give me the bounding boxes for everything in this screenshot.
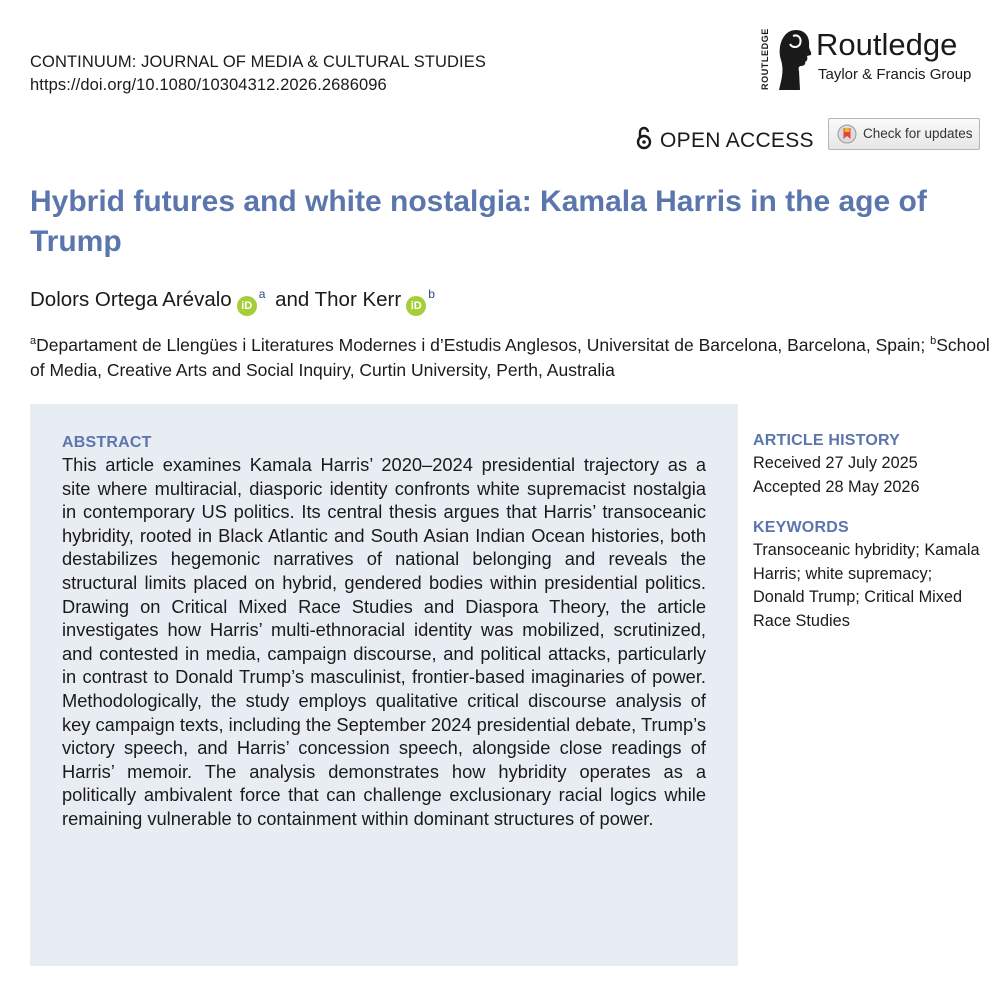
author-line bbox=[30, 280, 439, 316]
orcid-icon[interactable]: iD bbox=[237, 296, 257, 316]
open-access-text: OPEN ACCESS bbox=[660, 129, 814, 152]
keywords-block bbox=[753, 517, 993, 633]
open-lock-icon bbox=[636, 126, 652, 150]
keywords-heading: KEYWORDS bbox=[753, 519, 849, 536]
affiliations bbox=[30, 329, 990, 383]
affiliation-marker: a bbox=[258, 287, 266, 301]
publisher-group: Taylor & Francis Group bbox=[818, 66, 972, 83]
accepted-date: Accepted 28 May 2026 bbox=[753, 477, 920, 496]
author-name[interactable]: Thor Kerr bbox=[314, 288, 402, 311]
publisher-logo-block bbox=[758, 24, 988, 94]
received-date: Received 27 July 2025 bbox=[753, 454, 918, 472]
author-name[interactable]: Dolors Ortega Arévalo bbox=[30, 288, 232, 311]
affiliation-mark: b bbox=[930, 335, 937, 347]
article-history-heading: ARTICLE HISTORY bbox=[753, 432, 901, 449]
affiliation-marker: b bbox=[428, 287, 435, 301]
journal-header bbox=[30, 51, 486, 97]
keywords-text: Transoceanic hybridity; Kamala Harris; white supremacy; Donald Trump; Critical Mixed Race Studies bbox=[753, 541, 980, 630]
abstract-heading: ABSTRACT bbox=[62, 434, 152, 451]
abstract-text: This article examines Kamala Harris’ 2020–2024 presidential trajectory as a site where multiracial, diasporic identity confronts white supremacist nostalgia in contemporary US politics. Its central thesis argues that Harris’ transoceanic hybridity, rooted in Black Atlantic and South Asian Indian Ocean histories, both destabilizes hegemonic narratives of national belonging and reveals the structural limits placed on hybrid, gendered bodies within presidential politics. Drawing on Critical Mixed Race Studies and Diaspora Theory, the article investigates how Harris’ multi-ethnoracial identity was mobilized, scrutinized, and contested in media, campaign discourse, and political attacks, particularly in contrast to Donald Trump’s masculinist, frontier-based imaginaries of power. Methodologically, the study employs qualitative critical discourse analysis of key campaign texts, including the September 2024 presidential debate, Trump’s victory speech, and Harris’ concession speech, alongside close readings of Harris’ memoir. The analysis demonstrates how hybridity operates as a politically ambivalent force that can challenge exclusionary racial logics while remaining vulnerable to containment within dominant structures of power. bbox=[62, 454, 706, 829]
publisher-name: Routledge bbox=[816, 27, 958, 62]
check-for-updates-label: Check for updates bbox=[863, 126, 973, 141]
bookmark-icon bbox=[837, 124, 857, 144]
open-access-label bbox=[636, 126, 814, 154]
affiliation-text: School of Media, Creative Arts and Social Inquiry, Curtin University, Perth, Australia bbox=[30, 335, 990, 380]
affiliation-mark: a bbox=[30, 335, 37, 347]
routledge-head-logo-icon bbox=[776, 28, 814, 92]
article-sidebar bbox=[753, 430, 993, 633]
affiliation-text: Departament de Llengües i Literatures Modernes i d’Estudis Anglesos, Universitat de Barcelona, Barcelona, Spain; bbox=[36, 335, 926, 355]
author-joiner: and bbox=[275, 288, 310, 311]
article-title: Hybrid futures and white nostalgia: Kamala Harris in the age of Trump bbox=[30, 185, 927, 258]
orcid-icon[interactable]: iD bbox=[406, 296, 426, 316]
doi-link[interactable]: https://doi.org/10.1080/10304312.2026.2686096 bbox=[30, 76, 387, 94]
journal-name: CONTINUUM: JOURNAL OF MEDIA & CULTURAL STUDIES bbox=[30, 53, 486, 71]
publisher-vertical-label: ROUTLEDGE bbox=[760, 28, 770, 90]
check-for-updates-button[interactable] bbox=[828, 118, 980, 150]
abstract-box bbox=[30, 404, 738, 966]
